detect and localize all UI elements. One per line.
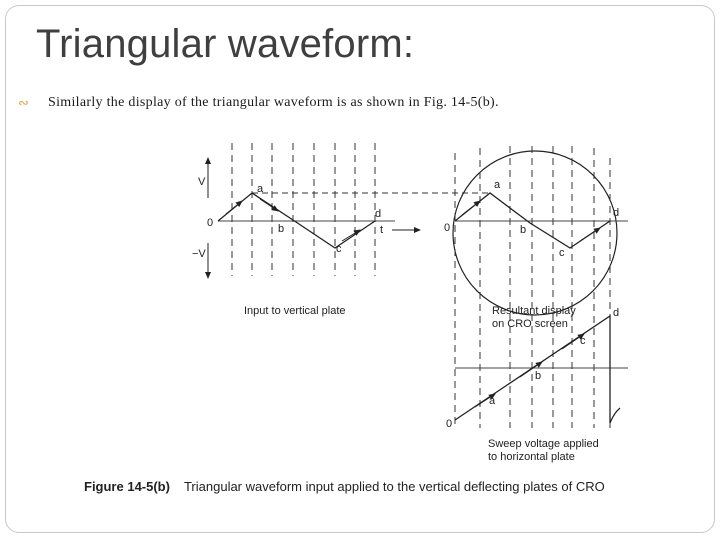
label-screen-b: b <box>520 224 527 236</box>
label-screen-zero: 0 <box>444 222 451 234</box>
sweep-voltage-panel <box>446 307 628 463</box>
label-sweep-c: c <box>580 335 586 347</box>
bullet-item <box>18 95 499 111</box>
label-sweep-a: a <box>489 395 496 407</box>
input-dashed-gridlines <box>232 143 375 276</box>
screen-caption-line2: on CRO screen <box>492 318 568 330</box>
figure-number: Figure 14-5(b) <box>84 479 170 494</box>
input-caption: Input to vertical plate <box>244 305 346 317</box>
sweep-caption-line1: Sweep voltage applied <box>488 438 599 450</box>
cro-screen-panel <box>444 146 628 428</box>
label-input-a: a <box>257 183 264 195</box>
screen-caption-line1: Resultant display <box>492 305 576 317</box>
label-v-neg: −V <box>192 248 206 260</box>
label-t: t <box>380 224 384 236</box>
label-input-zero: 0 <box>207 217 214 229</box>
label-input-c: c <box>336 243 342 255</box>
figure-14-5b <box>190 138 640 478</box>
label-sweep-d: d <box>613 307 620 319</box>
figure-caption <box>84 479 605 494</box>
label-screen-d: d <box>613 207 620 219</box>
bullet-text: Similarly the display of the triangular waveform is as shown in Fig. 14-5(b). <box>48 95 499 110</box>
label-screen-c: c <box>559 247 565 259</box>
figure-caption-text: Triangular waveform input applied to the vertical deflecting plates of CRO <box>183 479 605 494</box>
label-input-d: d <box>375 208 382 220</box>
slide-title: Triangular waveform: <box>36 22 415 66</box>
label-screen-a: a <box>494 179 501 191</box>
label-input-b: b <box>278 223 285 235</box>
screen-dashed-gridlines <box>455 146 610 428</box>
label-sweep-zero: 0 <box>446 418 453 430</box>
curly-bullet-icon: ∾ <box>18 95 29 111</box>
label-sweep-b: b <box>535 370 542 382</box>
sweep-caption-line2: to horizontal plate <box>488 451 575 463</box>
label-v-pos: V <box>198 176 206 188</box>
